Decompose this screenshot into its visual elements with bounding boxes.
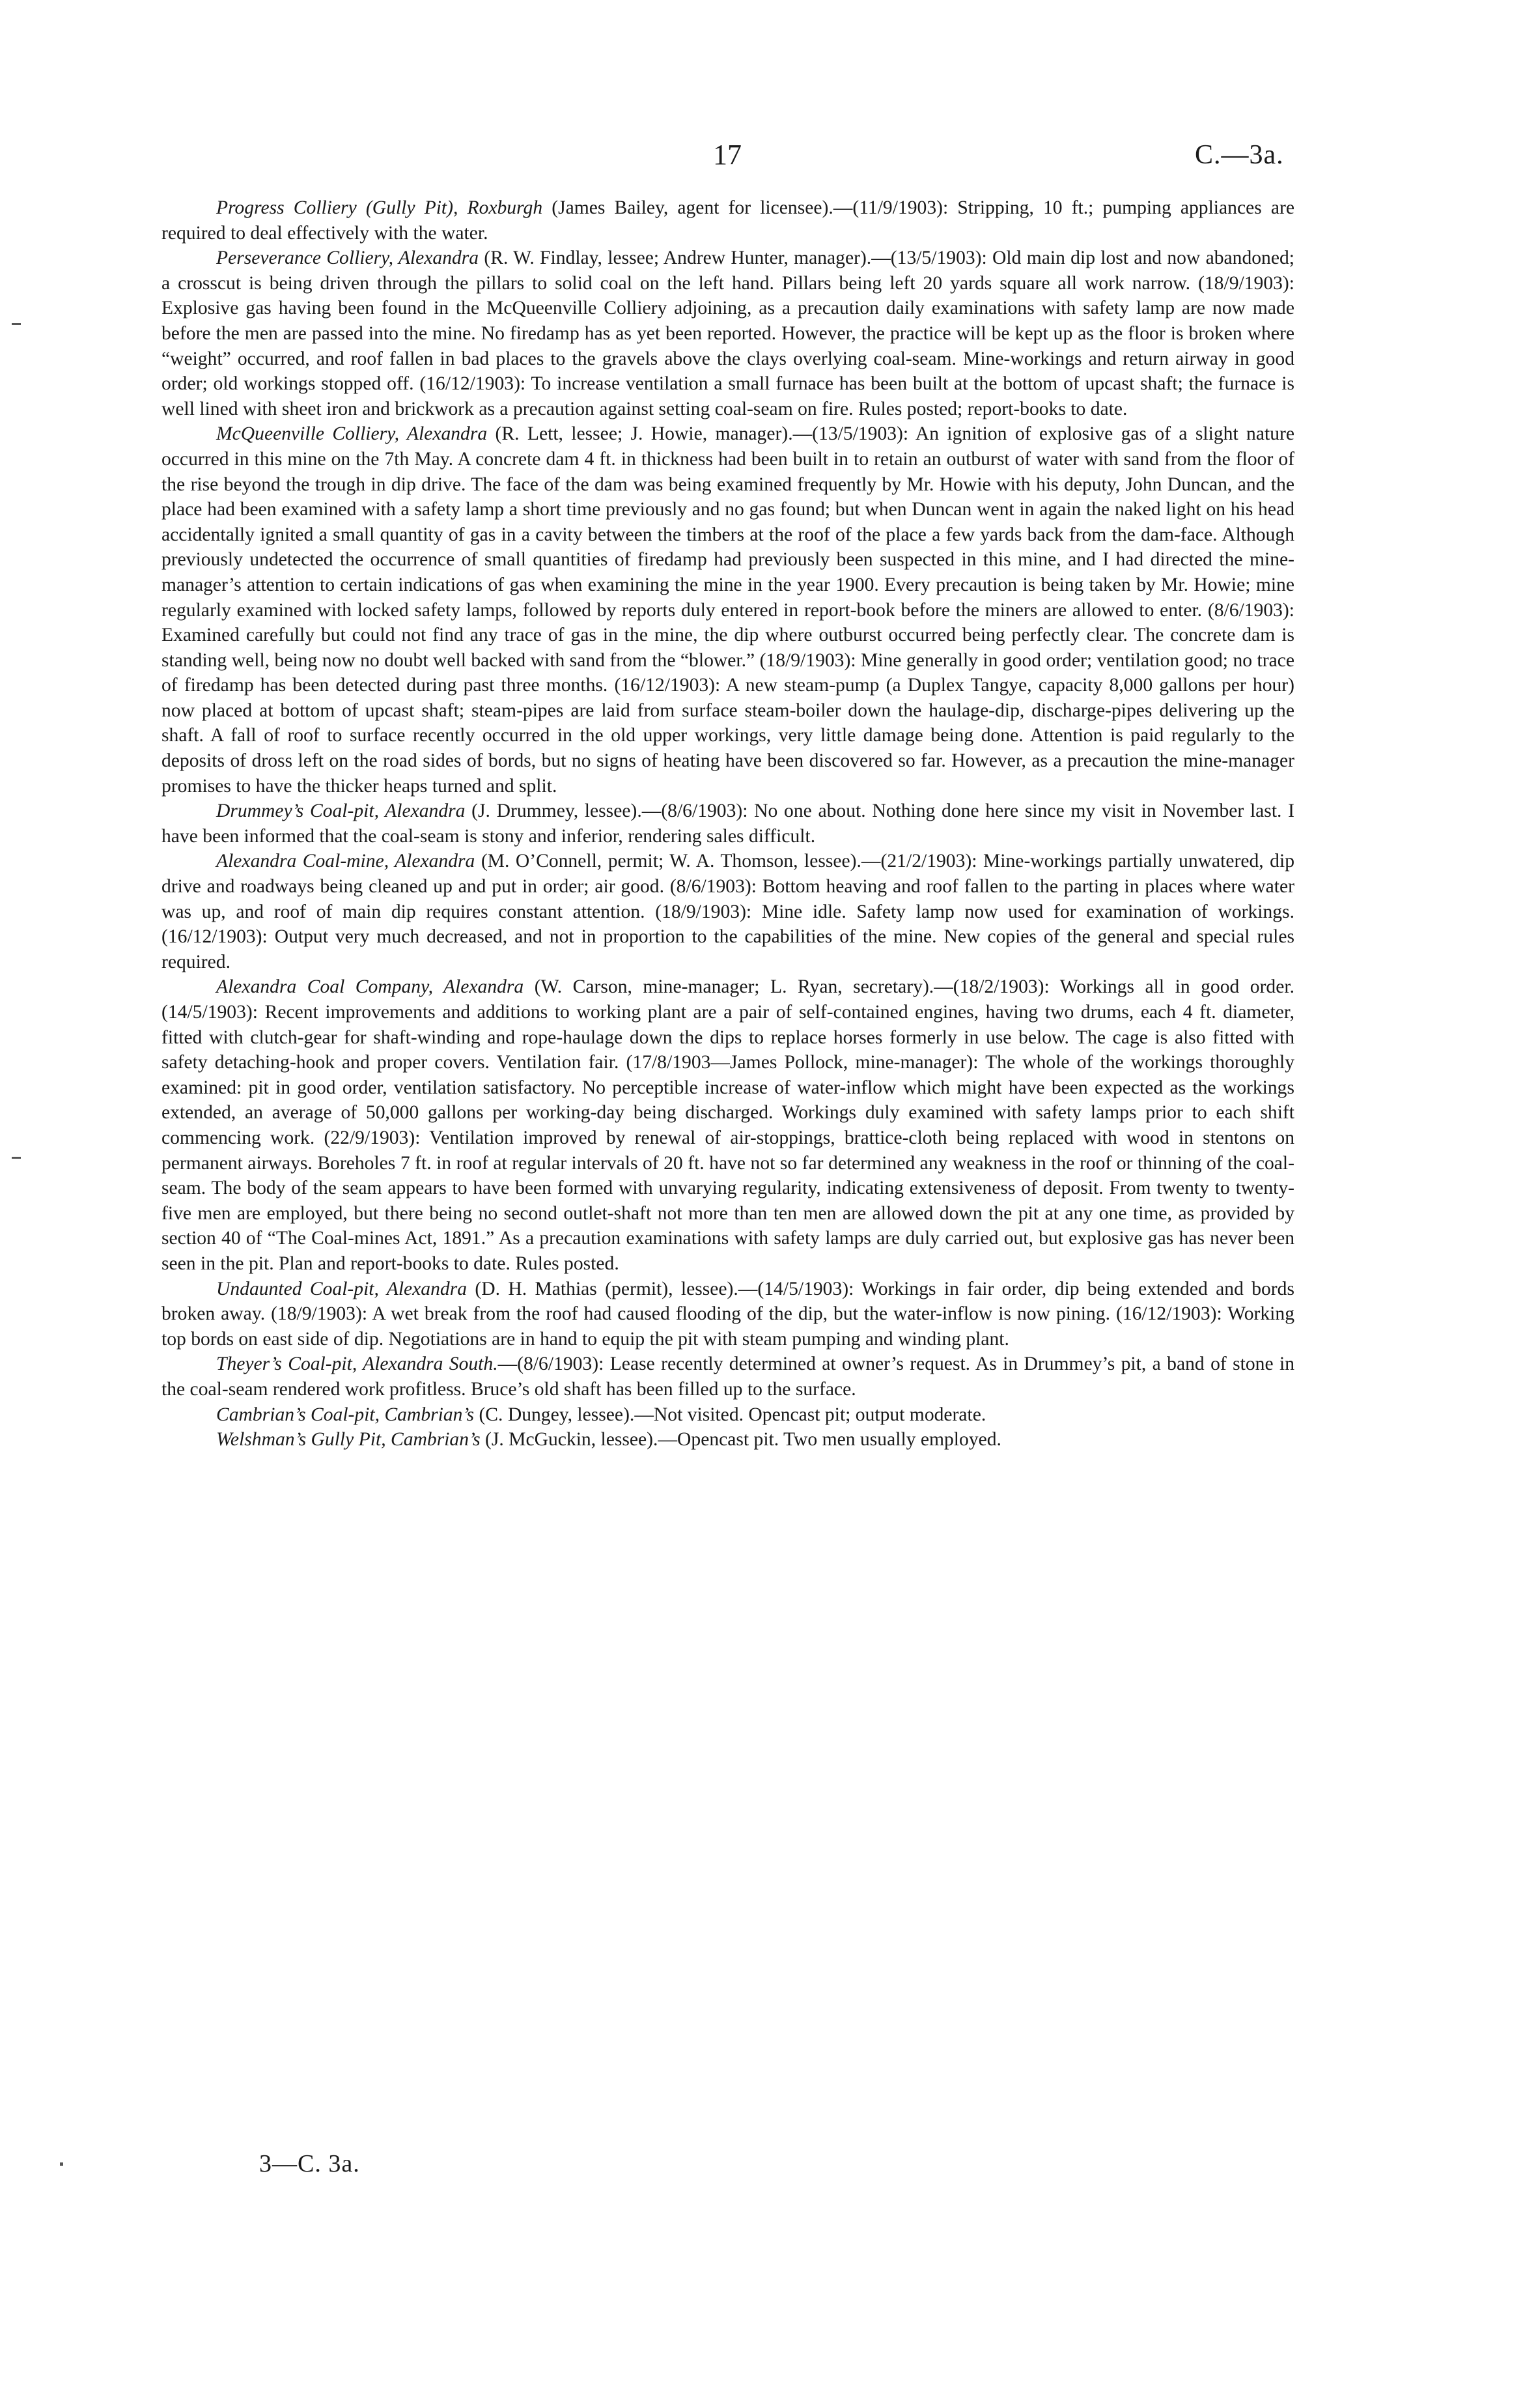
signature-mark: 3—C. 3a. [259,2150,360,2177]
entry-text: (J. McGuckin, lessee).—Opencast pit. Two men usually employed. [480,1429,1001,1451]
entry-welshmans-gully-pit [161,1427,1294,1452]
report-body [161,195,1294,1452]
entry-alexandra-coal-mine [161,849,1294,974]
entry-theyers-coal-pit [161,1352,1294,1402]
entry-text: (R. W. Findlay, lessee; Andrew Hunter, manager).—(13/5/1903): Old main dip lost and now abandoned; a crosscut is being driven through the pillars to solid coal on the left hand. Pillars being left 20 yards square all work narrow. (18/9/1903): Explosive gas having been found in the McQueenville Colliery adjoining, as a precaution daily examinations with safety lamp are now made before the men are passed into the mine. No firedamp has as yet been reported. However, the practice will be kept up as the floor is broken where “weight” occurred, and roof fallen in bad places to the gravels above the clays overlying coal-seam. Mine-workings and return airway in good order; old workings stopped off. (16/12/1903): To increase ventilation a small furnace has been built at the bottom of upcast shaft; the furnace is well lined with sheet iron and brickwork as a precaution against setting coal-seam on fire. Rules posted; report-books to date. [161,248,1295,419]
entry-title: Cambrian’s Coal-pit, Cambrian’s [216,1404,475,1425]
entry-cambrians-coal-pit [161,1402,1294,1428]
page-number: 17 [713,139,742,171]
entry-title: Alexandra Coal Company, Alexandra [216,976,524,998]
entry-title: Drummey’s Coal-pit, Alexandra [216,800,466,822]
entry-text: (J. Drummey, lessee).—(8/6/1903): No one about. Nothing done here since my visit in November last. I have been informed that the coal-seam is stony and inferior, rendering sales difficult. [161,800,1294,847]
series-code: C.—3a. [1195,140,1284,170]
entry-perseverance-colliery [161,246,1294,421]
entry-text: (C. Dungey, lessee).—Not visited. Opencast pit; output moderate. [474,1404,986,1425]
entry-undaunted-coal-pit [161,1277,1294,1352]
entry-text: (M. O’Connell, permit; W. A. Thomson, lessee).—(21/2/1903): Mine-workings partially unwatered, dip drive and roadways being cleaned up and put in order; air good. (8/6/1903): Bottom heaving and roof fallen to the parting in places where water was up, and roof of main dip requires constant attention. (18/9/1903): Mine idle. Safety lamp now used for examination of workings. (16/12/1903): Output very much decreased, and not in proportion to the capabilities of the mine. New copies of the general and special rules required. [161,851,1294,972]
entry-text: (W. Carson, mine-manager; L. Ryan, secretary).—(18/2/1903): Workings all in good order. (14/5/1903): Recent improvements and additions to working plant are a pair of self-contained engines, having two drums, each 4 ft. diameter, fitted with clutch-gear for shaft-winding and rope-haulage down the dips to replace horses formerly in use below. The cage is also fitted with safety detaching-hook and proper covers. Ventilation fair. (17/8/1903—James Pollock, mine-manager): The whole of the workings thoroughly examined: pit in good order, ventilation satisfactory. No perceptible increase of water-inflow which might have been expected as the workings extended, an average of 50,000 gallons per working-day being discharged. Workings duly examined with safety lamps prior to each shift commencing work. (22/9/1903): Ventilation improved by renewal of air-stoppings, brattice-cloth being replaced with wood in stentons on permanent airways. Boreholes 7 ft. in roof at regular intervals of 20 ft. have not so far determined any weakness in the roof or thinning of the coal-seam. The body of the seam appears to have been formed with unvarying regularity, indicating extensiveness of deposit. From twenty to twenty-five men are employed, but there being no second outlet-shaft not more than ten men are allowed down the pit at any one time, as provided by section 40 of “The Coal-mines Act, 1891.” As a precaution examinations with safety lamps are duly carried out, but explosive gas has never been seen in the pit. Plan and report-books to date. Rules posted. [161,976,1294,1274]
margin-speck [60,2162,63,2166]
entry-title: Perseverance Colliery, Alexandra [216,248,479,269]
entry-text: (R. Lett, lessee; J. Howie, manager).—(13/5/1903): An ignition of explosive gas of a slight nature occurred in this mine on the 7th May. A concrete dam 4 ft. in thickness had been built in to retain an outburst of water with sand from the floor of the rise beyond the trough in dip drive. The face of the dam was being examined frequently by Mr. Howie with his deputy, John Duncan, and the place had been examined with a safety lamp a short time previously and no gas found; but when Duncan went in again the naked light on his head accidentally ignited a small quantity of gas in a cavity between the timbers at the roof of the place a few yards back from the dam-face. Although previously undetected the occurrence of small quantities of firedamp had previously been suspected in this mine, and I had directed the mine-manager’s attention to certain indications of gas when examining the mine in the year 1900. Every precaution is being taken by Mr. Howie; mine regularly examined with locked safety lamps, followed by reports duly entered in report-book before the miners are allowed to enter. (8/6/1903): Examined carefully but could not find any trace of gas in the mine, the dip where outburst occurred being perfectly clear. The concrete dam is standing well, being now no doubt well backed with sand from the “blower.” (18/9/1903): Mine generally in good order; ventilation good; no trace of firedamp has been detected during past three months. (16/12/1903): A new steam-pump (a Duplex Tangye, capacity 8,000 gallons per hour) now placed at bottom of upcast shaft; steam-pipes are laid from surface steam-boiler down the haulage-dip, discharge-pipes delivering up the shaft. A fall of roof to surface recently occurred in the old upper workings, very little damage being done. Attention is paid regularly to the deposits of dross left on the road sides of bords, but no signs of heating have been discovered so far. However, as a precaution the mine-manager promises to have the thicker heaps turned and split. [161,423,1294,797]
entry-alexandra-coal-company [161,974,1294,1276]
entry-title: Undaunted Coal-pit, Alexandra [216,1278,468,1299]
entry-title: McQueenville Colliery, Alexandra [216,423,488,445]
entry-title: Alexandra Coal-mine, Alexandra [216,851,475,872]
entry-title: Theyer’s Coal-pit, Alexandra South. [216,1353,498,1375]
entry-title: Welshman’s Gully Pit, Cambrian’s [216,1429,481,1451]
entry-progress-colliery [161,195,1294,246]
entry-title: Progress Colliery (Gully Pit), Roxburgh [216,197,543,218]
entry-text: (D. H. Mathias (permit), lessee).—(14/5/1903): Workings in fair order, dip being extended and bords broken away. (18/9/1903): A wet break from the roof had caused flooding of the dip, but the water-inflow is now pining. (16/12/1903): Working top bords on east side of dip. Negotiations are in hand to equip the pit with steam pumping and winding plant. [161,1278,1294,1350]
margin-speck [12,323,21,325]
entry-drummeys-coal-pit [161,799,1294,849]
entry-text: —(8/6/1903): Lease recently determined at owner’s request. As in Drummey’s pit, a band of stone in the coal-seam rendered work profitless. Bruce’s old shaft has been filled up to the surface. [161,1353,1295,1400]
margin-speck [12,1157,21,1159]
entry-text: (James Bailey, agent for licensee).—(11/9/1903): Stripping, 10 ft.; pumping appliances are required to deal effectively with the water. [161,197,1294,244]
entry-mcqueenville-colliery [161,421,1294,799]
page-header [0,138,1523,184]
